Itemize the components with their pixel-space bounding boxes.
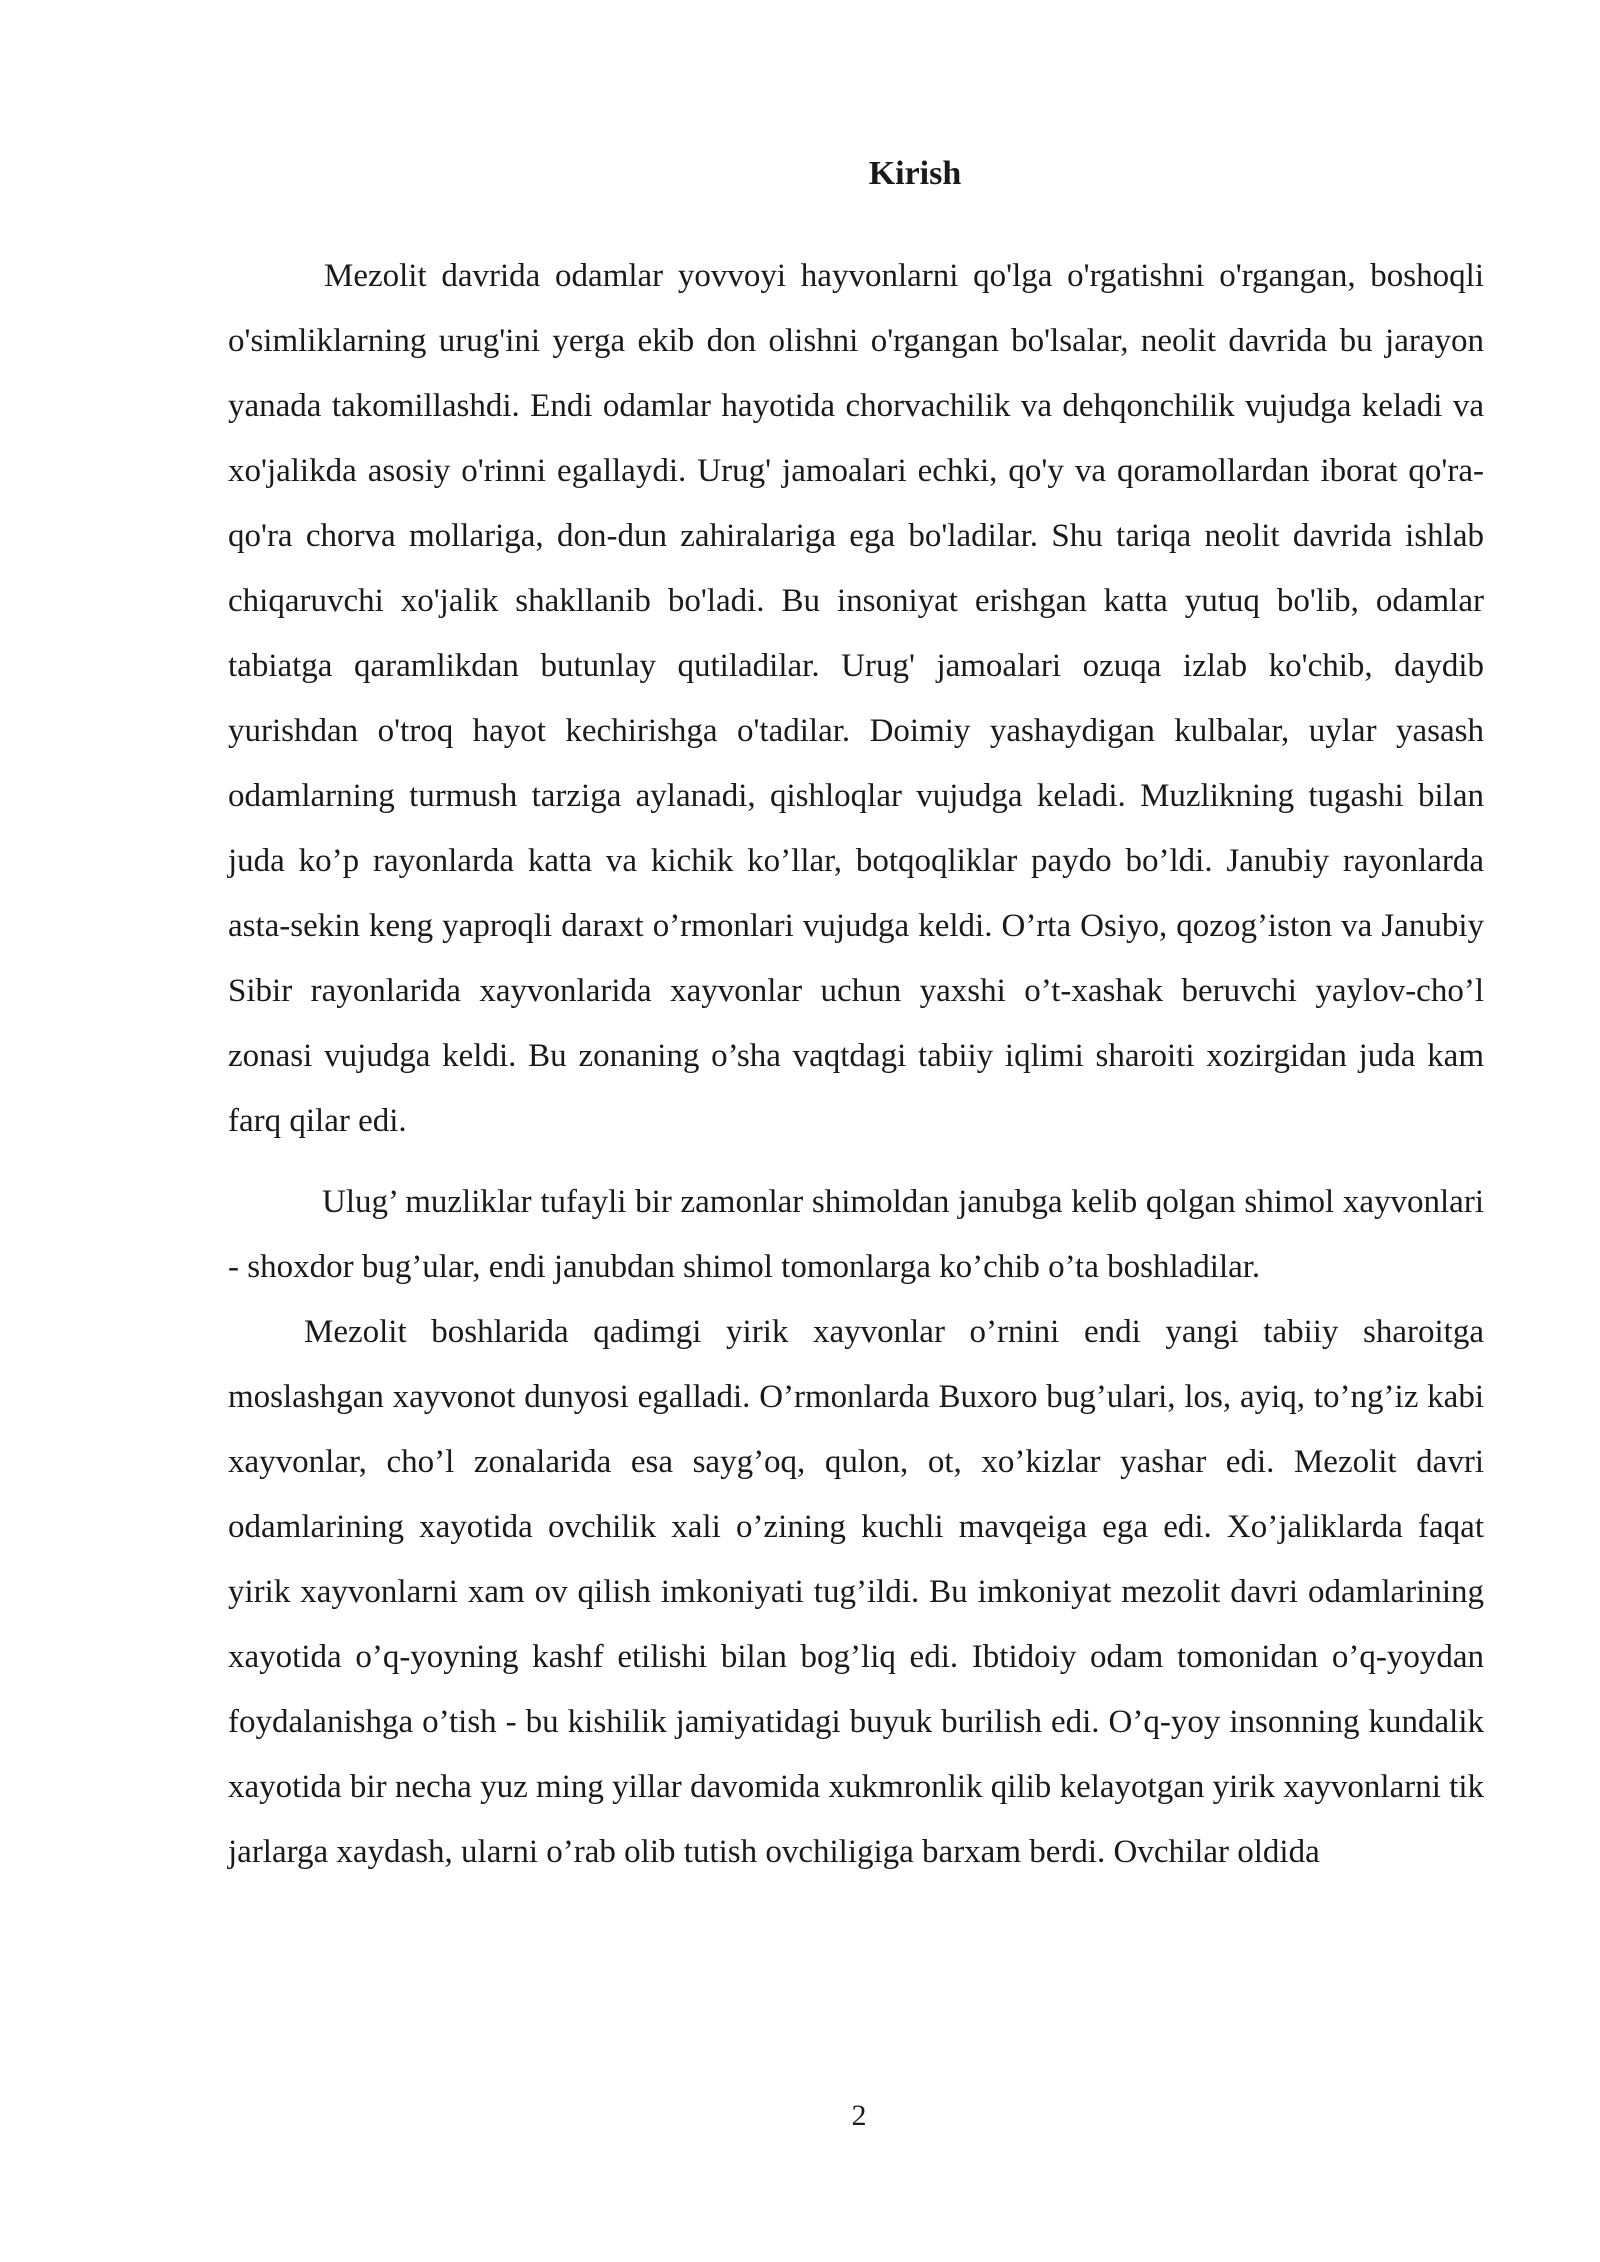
body-text bbox=[228, 244, 1484, 1885]
page-number: 2 bbox=[851, 2099, 867, 2132]
paragraph-1: Mezolit davrida odamlar yovvoyi hayvonlarni qo'lga o'rgatishni o'rgangan, boshoqli o'simliklarning urug'ini yerga ekib don olishni o'rgangan bo'lsalar, neolit davrida bu jarayon yanada takomillashdi. Endi odamlar hayotida chorvachilik va dehqonchilik vujudga keladi va xo'jalikda asosiy o'rinni egallaydi. Urug' jamoalari echki, qo'y va qoramollardan iborat qo'ra-qo'ra chorva mollariga, don-dun zahiralariga ega bo'ladilar. Shu tariqa neolit davrida ishlab chiqaruvchi xo'jalik shakllanib bo'ladi. Bu insoniyat erishgan katta yutuq bo'lib, odamlar tabiatga qaramlikdan butunlay qutiladilar. Urug' jamoalari ozuqa izlab ko'chib, daydib yurishdan o'troq hayot kechirishga o'tadilar. Doimiy yashaydigan kulbalar, uylar yasash odamlarning turmush tarziga aylanadi, qishloqlar vujudga keladi. Muzlikning tugashi bilan juda ko’p rayonlarda katta va kichik ko’llar, botqoqliklar paydo bo’ldi. Janubiy rayonlarda asta-sekin keng yaproqli daraxt o’rmonlari vujudga keldi. O’rta Osiyo, qozog’iston va Janubiy Sibir rayonlarida xayvonlarida xayvonlar uchun yaxshi o’t-xashak beruvchi yaylov-cho’l zonasi vujudga keldi. Bu zonaning o’sha vaqtdagi tabiiy iqlimi sharoiti xozirgidan juda kam farq qilar edi. bbox=[228, 258, 1484, 1139]
paragraph-3: Mezolit boshlarida qadimgi yirik xayvonlar o’rnini endi yangi tabiiy sharoitga moslashgan xayvonot dunyosi egalladi. O’rmonlarda Buxoro bug’ulari, los, ayiq, to’ng’iz kabi xayvonlar, cho’l zonalarida esa sayg’oq, qulon, ot, xo’kizlar yashar edi. Mezolit davri odamlarining xayotida ovchilik xali o’zining kuchli mavqeiga ega edi. Xo’jaliklarda faqat yirik xayvonlarni xam ov qilish imkoniyati tug’ildi. Bu imkoniyat mezolit davri odamlarining xayotida o’q-yoyning kashf etilishi bilan bog’liq edi. Ibtidoiy odam tomonidan o’q-yoydan foydalanishga o’tish - bu kishilik jamiyatidagi buyuk burilish edi. O’q-yoy insonning kundalik xayotida bir necha yuz ming yillar davomida xukmronlik qilib kelayotgan yirik xayvonlarni tik jarlarga xaydash, ularni o’rab olib tutish ovchiligiga barxam berdi. Ovchilar oldida bbox=[228, 1314, 1484, 1870]
paragraph-2: Ulug’ muzliklar tufayli bir zamonlar shimoldan janubga kelib qolgan shimol xayvonlari - shoxdor bug’ular, endi janubdan shimol tomonlarga ko’chib o’ta boshladilar. bbox=[228, 1184, 1484, 1285]
page-title: Kirish bbox=[868, 155, 962, 192]
